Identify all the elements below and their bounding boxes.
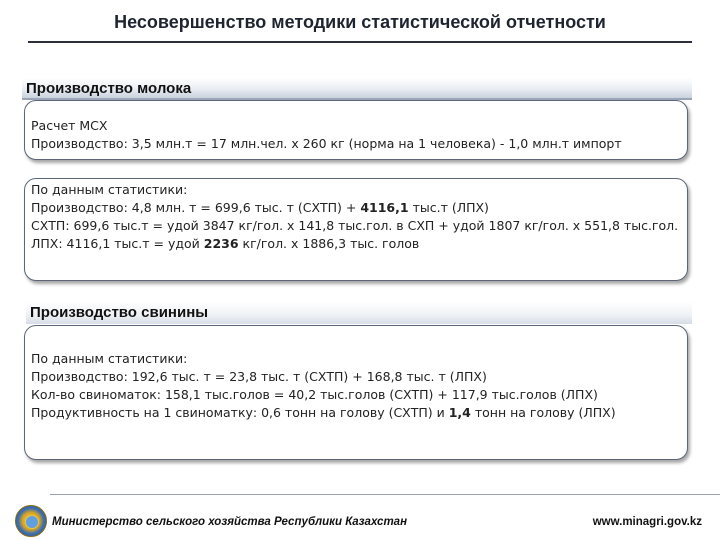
box1-line-1: Расчет МСХ [31,118,108,133]
box1-line-2: Производство: 3,5 млн.т = 17 млн.чел. х 260 кг (норма на 1 человека) - 1,0 млн.т импорт [31,136,622,151]
box2-line-4-text: ЛПХ: 4116,1 тыс.т = удой [31,236,204,251]
box3-line-2: Производство: 192,6 тыс. т = 23,8 тыс. т (СХТП) + 168,8 тыс. т (ЛПХ) [31,369,487,384]
box3-line-4-bold: 1,4 [448,405,471,420]
box3-line-4-tail: тонн на голову (ЛПХ) [470,405,616,420]
box3-line-4-text: Продуктивность на 1 свиноматку: 0,6 тонн на голову (СХТП) и [31,405,449,420]
section-header-pork: Производство свинины [26,302,692,324]
box2-line-4-tail: кг/гол. х 1886,3 тыс. голов [238,236,420,251]
footer-website-link[interactable]: www.minagri.gov.kz [592,516,702,528]
box2-line-2-bold: 4116,1 [360,200,409,215]
footer-ministry-name: Министерство сельского хозяйства Республики Казахстан [52,516,408,528]
emblem-center [25,515,39,529]
box2-line-2-tail: тыс.т (ЛПХ) [408,200,489,215]
footer-divider [50,494,720,495]
box3-line-4 [31,404,679,422]
box2-line-3: СХТП: 699,6 тыс.т = удой 3847 кг/гол. х 141,8 тыс.гол. в СХП + удой 1807 кг/гол. х 551,8 тыс.гол. [31,218,679,233]
state-emblem-icon [15,505,47,537]
text-box-pork-statistics [24,325,688,460]
page-title: Несовершенство методики статистической отчетности [114,12,606,32]
text-box-milk-statistics [24,178,688,281]
box2-line-2-text: Производство: 4,8 млн. т = 699,6 тыс. т (СХТП) + [31,200,361,215]
box2-line-4 [31,235,679,253]
box2-line-2 [31,199,679,217]
section-header-milk: Производство молока [22,78,692,100]
box3-line-1: По данным статистики: [31,351,188,366]
title-divider [28,41,692,43]
box2-line-4-bold: 2236 [203,236,239,251]
box3-line-3: Кол-во свиноматок: 158,1 тыс.голов = 40,2 тыс.голов (СХТП) + 117,9 тыс.голов (ЛПХ) [31,387,598,402]
box2-line-1: По данным статистики: [31,182,188,197]
text-box-ministry-calculation [24,100,688,160]
